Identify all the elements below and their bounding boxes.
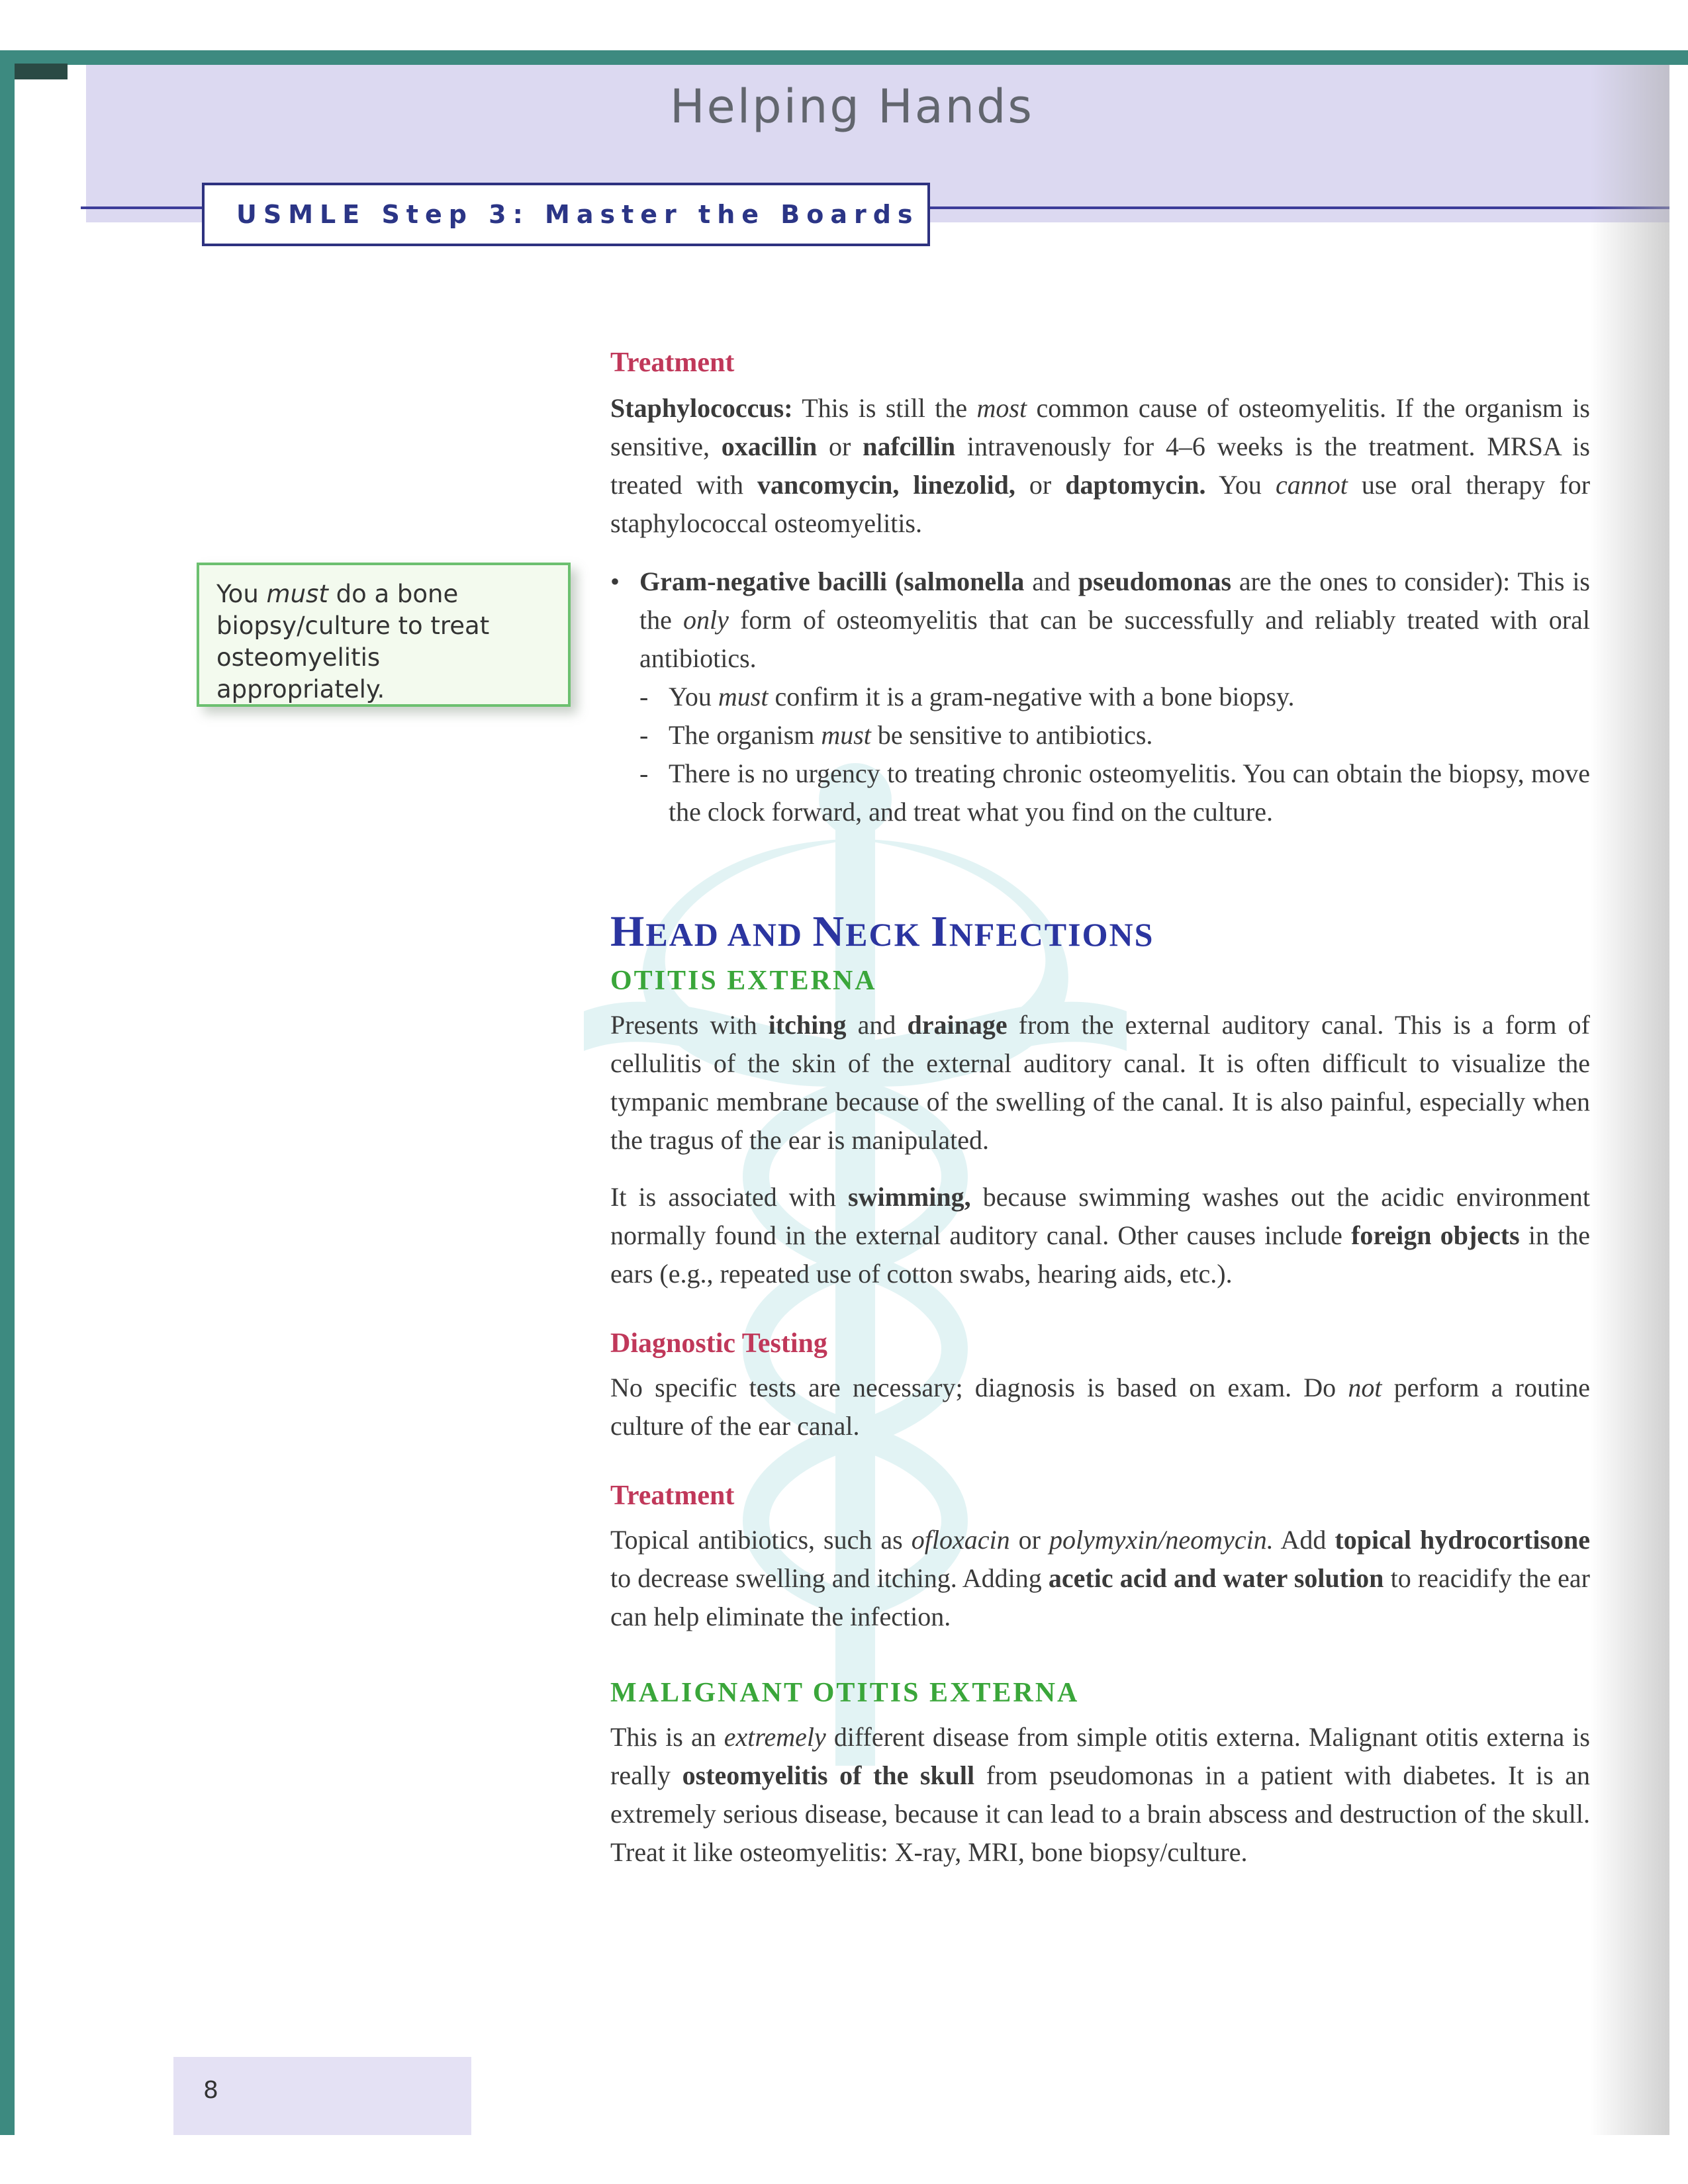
note-emphasis: must — [266, 580, 328, 608]
scan-gutter-shadow — [1590, 65, 1669, 2135]
page-number: 8 — [203, 2077, 218, 2104]
head-neck-section — [610, 905, 1590, 1872]
scan-border-top — [0, 50, 1688, 65]
treatment-paragraph: Topical antibiotics, such as ofloxacin or polymyxin/neomycin. Add topical hydrocortisone to decrease swelling and itching. Adding acetic acid and water solution to reacidify the ear can help eliminate the infection. — [610, 1525, 1590, 1631]
note-text: You — [216, 580, 267, 608]
subheading-treatment: Treatment — [610, 1480, 735, 1511]
gram-negative-bullet: • Gram-negative bacilli (salmonella and pseudomonas are the ones to consider): This is the only form of osteomyelitis that can be successfully and reliably treated with oral antibiotics. — [610, 563, 1590, 678]
dash-item: - The organism must be sensitive to antibiotics. — [639, 720, 1153, 750]
scan-margin — [0, 0, 1688, 50]
topic-otitis-externa: OTITIS EXTERNA — [610, 966, 877, 996]
book-page — [15, 65, 1669, 2135]
book-title: USMLE Step 3: Master the Boards — [202, 183, 930, 246]
otitis-paragraph: It is associated with swimming, because swimming washes out the acidic environment normally found in the external auditory canal. Other causes include foreign objects in the ears (e.g., repeated use of cotton swabs, hearing aids, etc.). — [610, 1182, 1590, 1289]
subheading-treatment: Treatment — [610, 347, 735, 378]
otitis-paragraph: Presents with itching and drainage from the external auditory canal. This is a form of cellulitis of the skin of the external auditory canal. It is often difficult to visualize the tympanic membrane because of the swelling of the canal. It is also painful, especially when the tragus of the ear is manipulated. — [610, 1010, 1590, 1155]
scan-border-left — [0, 50, 15, 2135]
subheading-diagnostic: Diagnostic Testing — [610, 1328, 827, 1359]
malignant-paragraph: This is an extremely different disease from simple otitis externa. Malignant otitis externa is really osteomyelitis of the skull from pseudomonas in a patient with diabetes. It is an extremely serious disease, because it can lead to a brain abscess and destruction of the skull. Treat it like osteomyelitis: X-ray, MRI, bone biopsy/culture. — [610, 1722, 1591, 1867]
staph-paragraph: Staphylococcus: This is still the most common cause of osteomyelitis. If the organism is sensitive, oxacillin or nafcillin intravenously for 4–6 weeks is the treatment. MRSA is treated with vancomycin, linezolid, or daptomycin. You cannot use oral therapy for staphylococcal osteomyelitis. — [610, 393, 1591, 538]
section-title: HEAD AND NECK INFECTIONS — [610, 907, 1154, 956]
dash-item: - There is no urgency to treating chronic osteomyelitis. You can obtain the biopsy, move the clock forward, and treat what you find on the culture. — [639, 758, 1590, 827]
osteo-treatment-section — [610, 343, 1590, 831]
scan-corner — [15, 64, 68, 79]
header-title: Helping Hands — [670, 79, 1034, 134]
dash-item: - You must confirm it is a gram-negative with a bone biopsy. — [639, 682, 1295, 711]
note-text: do a bone biopsy/culture to treat osteomyelitis appropriately. — [216, 580, 490, 704]
topic-malignant-otitis: MALIGNANT OTITIS EXTERNA — [610, 1678, 1080, 1708]
diagnostic-paragraph: No specific tests are necessary; diagnosis is based on exam. Do not perform a routine culture of the ear canal. — [610, 1373, 1590, 1441]
sidebar-note — [197, 563, 571, 707]
